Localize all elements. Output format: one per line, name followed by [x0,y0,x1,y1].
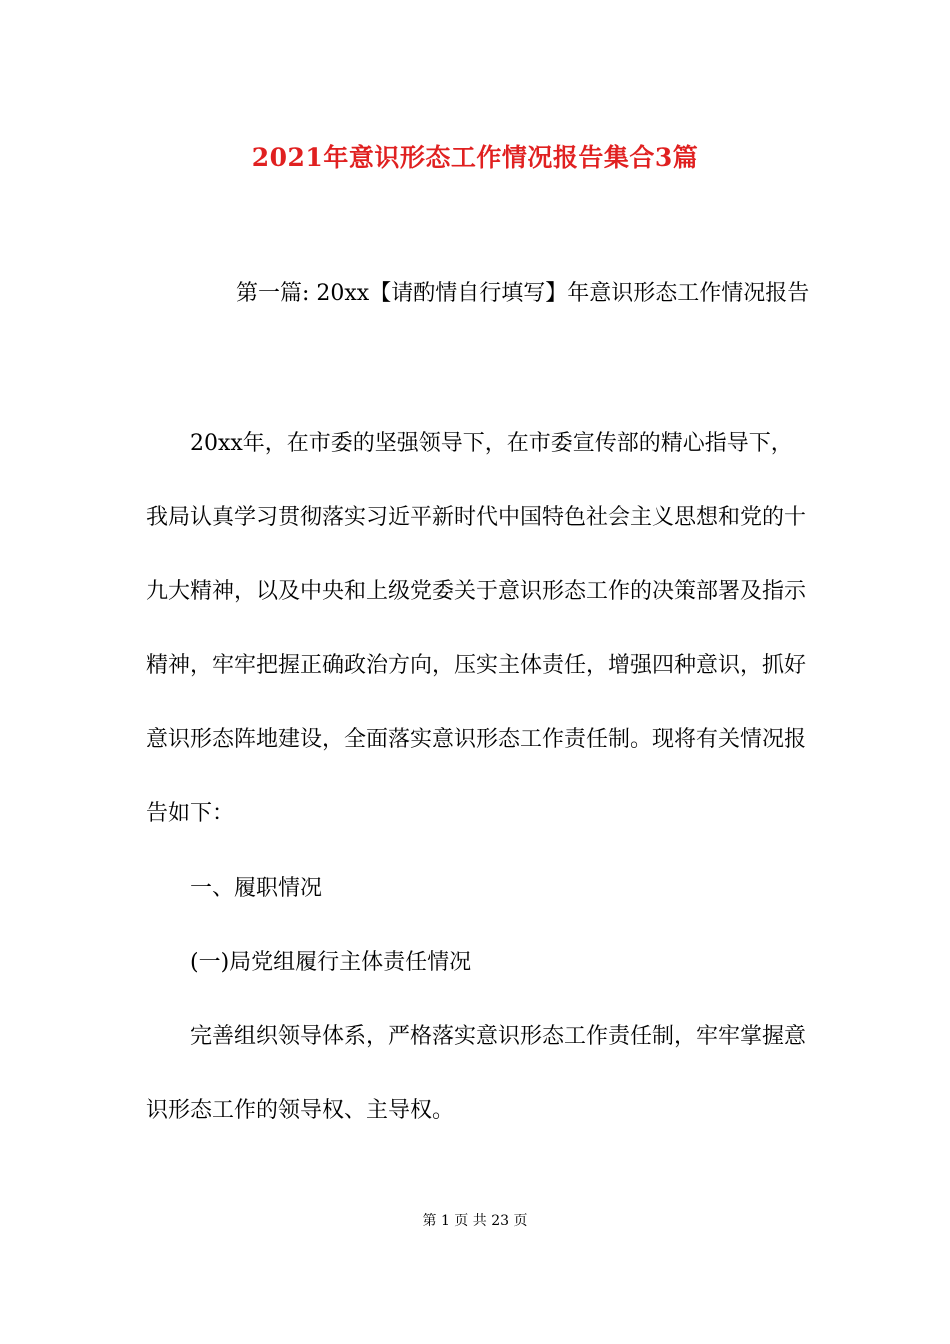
subsection-heading: (一)局党组履行主体责任情况 [190,950,472,975]
paragraph-intro: 20xx年，在市委的坚强领导下，在市委宣传部的精心指导下，我局认真学习贯彻落实习近平新时代中国特色社会主义思想和党的十九大精神，以及中央和上级党委关于意识形态工作的决策部署及指示精神，牢牢把握正确政治方向，压实主体责任，增强四种意识，抓好意识形态阵地建设，全面落实意识形态工作责任制。现将有关情况报告如下： [146,431,807,826]
paragraph-heading-part-one: 第一篇: 20xx【请酌情自行填写】年意识形态工作情况报告 [236,281,810,306]
section-heading: 一、履职情况 [190,876,323,901]
page-number-footer: 第 1 页 共 23 页 [422,1213,528,1229]
paragraph-body: 完善组织领导体系，严格落实意识形态工作责任制，牢牢掌握意识形态工作的领导权、主导权。 [146,1024,807,1123]
document-title: 2021年意识形态工作情况报告集合3篇 [251,143,699,172]
